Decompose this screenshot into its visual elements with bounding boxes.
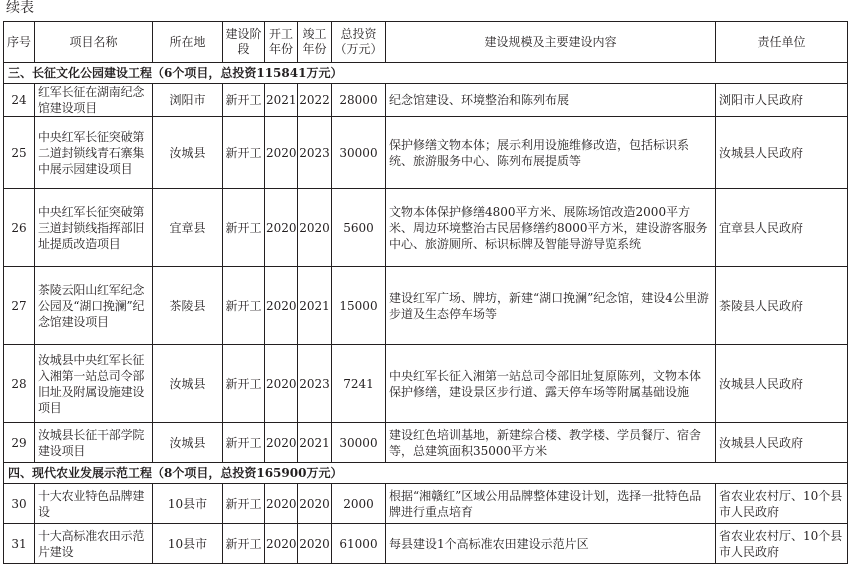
row-investment: 61000 (332, 524, 386, 564)
row-content: 建设红军广场、牌坊，新建“湖口挽澜”纪念馆，建设4公里游步道及生态停车场等 (386, 267, 716, 345)
row-responsible-unit: 省农业农村厅、10个县市人民政府 (716, 484, 848, 524)
row-investment: 28000 (332, 84, 386, 117)
header-name: 项目名称 (35, 22, 153, 63)
row-investment: 7241 (332, 345, 386, 423)
row-investment: 30000 (332, 117, 386, 189)
header-stage: 建设阶段 (223, 22, 265, 63)
row-content: 保护修缮文物本体；展示利用设施维修改造，包括标识系统、旅游服务中心、陈列布展提质等 (386, 117, 716, 189)
row-no: 25 (4, 117, 35, 189)
table-row (4, 524, 848, 564)
row-stage: 新开工 (223, 84, 265, 117)
row-stage: 新开工 (223, 267, 265, 345)
row-start-year: 2020 (265, 189, 298, 267)
row-end-year: 2020 (298, 524, 332, 564)
row-stage: 新开工 (223, 117, 265, 189)
row-content: 纪念馆建设、环境整治和陈列布展 (386, 84, 716, 117)
row-responsible-unit: 浏阳市人民政府 (716, 84, 848, 117)
section-header-row (4, 63, 848, 84)
row-project-name: 红军长征在湖南纪念馆建设项目 (35, 84, 153, 117)
row-project-name: 茶陵云阳山红军纪念公园及“湖口挽澜”纪念馆建设项目 (35, 267, 153, 345)
table-row (4, 267, 848, 345)
row-stage: 新开工 (223, 189, 265, 267)
row-no: 24 (4, 84, 35, 117)
row-start-year: 2020 (265, 484, 298, 524)
row-responsible-unit: 宜章县人民政府 (716, 189, 848, 267)
row-no: 29 (4, 423, 35, 463)
row-investment: 30000 (332, 423, 386, 463)
project-table (3, 21, 848, 564)
row-no: 30 (4, 484, 35, 524)
header-investment: 总投资（万元） (332, 22, 386, 63)
row-stage: 新开工 (223, 423, 265, 463)
row-location: 汝城县 (153, 345, 223, 423)
row-location: 10县市 (153, 484, 223, 524)
row-content: 建设红色培训基地，新建综合楼、教学楼、学员餐厅、宿舍等，总建筑面积35000平方米 (386, 423, 716, 463)
row-project-name: 汝城县长征干部学院建设项目 (35, 423, 153, 463)
row-project-name: 中央红军长征突破第三道封锁线指挥部旧址提质改造项目 (35, 189, 153, 267)
row-location: 汝城县 (153, 117, 223, 189)
section-header-row (4, 463, 848, 484)
row-investment: 15000 (332, 267, 386, 345)
row-responsible-unit: 茶陵县人民政府 (716, 267, 848, 345)
row-project-name: 汝城县中央红军长征入湘第一站总司令部旧址及附属设施建设项目 (35, 345, 153, 423)
header-content: 建设规模及主要建设内容 (386, 22, 716, 63)
table-header-row (4, 22, 848, 63)
row-end-year: 2023 (298, 117, 332, 189)
row-responsible-unit: 省农业农村厅、10个县市人民政府 (716, 524, 848, 564)
row-stage: 新开工 (223, 524, 265, 564)
row-responsible-unit: 汝城县人民政府 (716, 117, 848, 189)
row-start-year: 2020 (265, 345, 298, 423)
row-location: 宜章县 (153, 189, 223, 267)
page-title: 续表 (6, 0, 34, 16)
row-project-name: 十大高标准农田示范片建设 (35, 524, 153, 564)
header-end-year: 竣工年份 (298, 22, 332, 63)
row-start-year: 2020 (265, 524, 298, 564)
row-responsible-unit: 汝城县人民政府 (716, 423, 848, 463)
table-row (4, 345, 848, 423)
row-location: 茶陵县 (153, 267, 223, 345)
row-start-year: 2020 (265, 117, 298, 189)
row-content: 每县建设1个高标准农田建设示范片区 (386, 524, 716, 564)
section-label: 四、现代农业发展示范工程（8个项目，总投资165900万元） (4, 463, 848, 484)
row-no: 26 (4, 189, 35, 267)
table-row (4, 117, 848, 189)
header-start-year: 开工年份 (265, 22, 298, 63)
row-investment: 5600 (332, 189, 386, 267)
row-project-name: 十大农业特色品牌建设 (35, 484, 153, 524)
row-no: 27 (4, 267, 35, 345)
row-end-year: 2023 (298, 345, 332, 423)
section-label: 三、长征文化公园建设工程（6个项目，总投资115841万元） (4, 63, 848, 84)
row-start-year: 2021 (265, 84, 298, 117)
row-no: 28 (4, 345, 35, 423)
row-location: 10县市 (153, 524, 223, 564)
row-end-year: 2022 (298, 84, 332, 117)
table-row (4, 484, 848, 524)
row-location: 浏阳市 (153, 84, 223, 117)
row-stage: 新开工 (223, 484, 265, 524)
row-project-name: 中央红军长征突破第二道封锁线青石寨集中展示园建设项目 (35, 117, 153, 189)
row-end-year: 2020 (298, 484, 332, 524)
row-stage: 新开工 (223, 345, 265, 423)
row-end-year: 2020 (298, 189, 332, 267)
row-content: 中央红军长征入湘第一站总司令部旧址复原陈列，文物本体保护修缮，建设景区步行道、露天停车场等附属基础设施 (386, 345, 716, 423)
row-end-year: 2021 (298, 267, 332, 345)
header-location: 所在地 (153, 22, 223, 63)
table-row (4, 84, 848, 117)
row-start-year: 2020 (265, 267, 298, 345)
table-row (4, 189, 848, 267)
row-end-year: 2021 (298, 423, 332, 463)
row-content: 根据“湘赣红”区域公用品牌整体建设计划，选择一批特色品牌进行重点培育 (386, 484, 716, 524)
row-no: 31 (4, 524, 35, 564)
row-responsible-unit: 汝城县人民政府 (716, 345, 848, 423)
row-investment: 2000 (332, 484, 386, 524)
table-row (4, 423, 848, 463)
row-start-year: 2020 (265, 423, 298, 463)
header-no: 序号 (4, 22, 35, 63)
header-unit: 责任单位 (716, 22, 848, 63)
row-location: 汝城县 (153, 423, 223, 463)
row-content: 文物本体保护修缮4800平方米、展陈场馆改造2000平方米、周边环境整治古民居修缮约8000平方米，建设游客服务中心、旅游厕所、标识标牌及智能导游导览系统 (386, 189, 716, 267)
